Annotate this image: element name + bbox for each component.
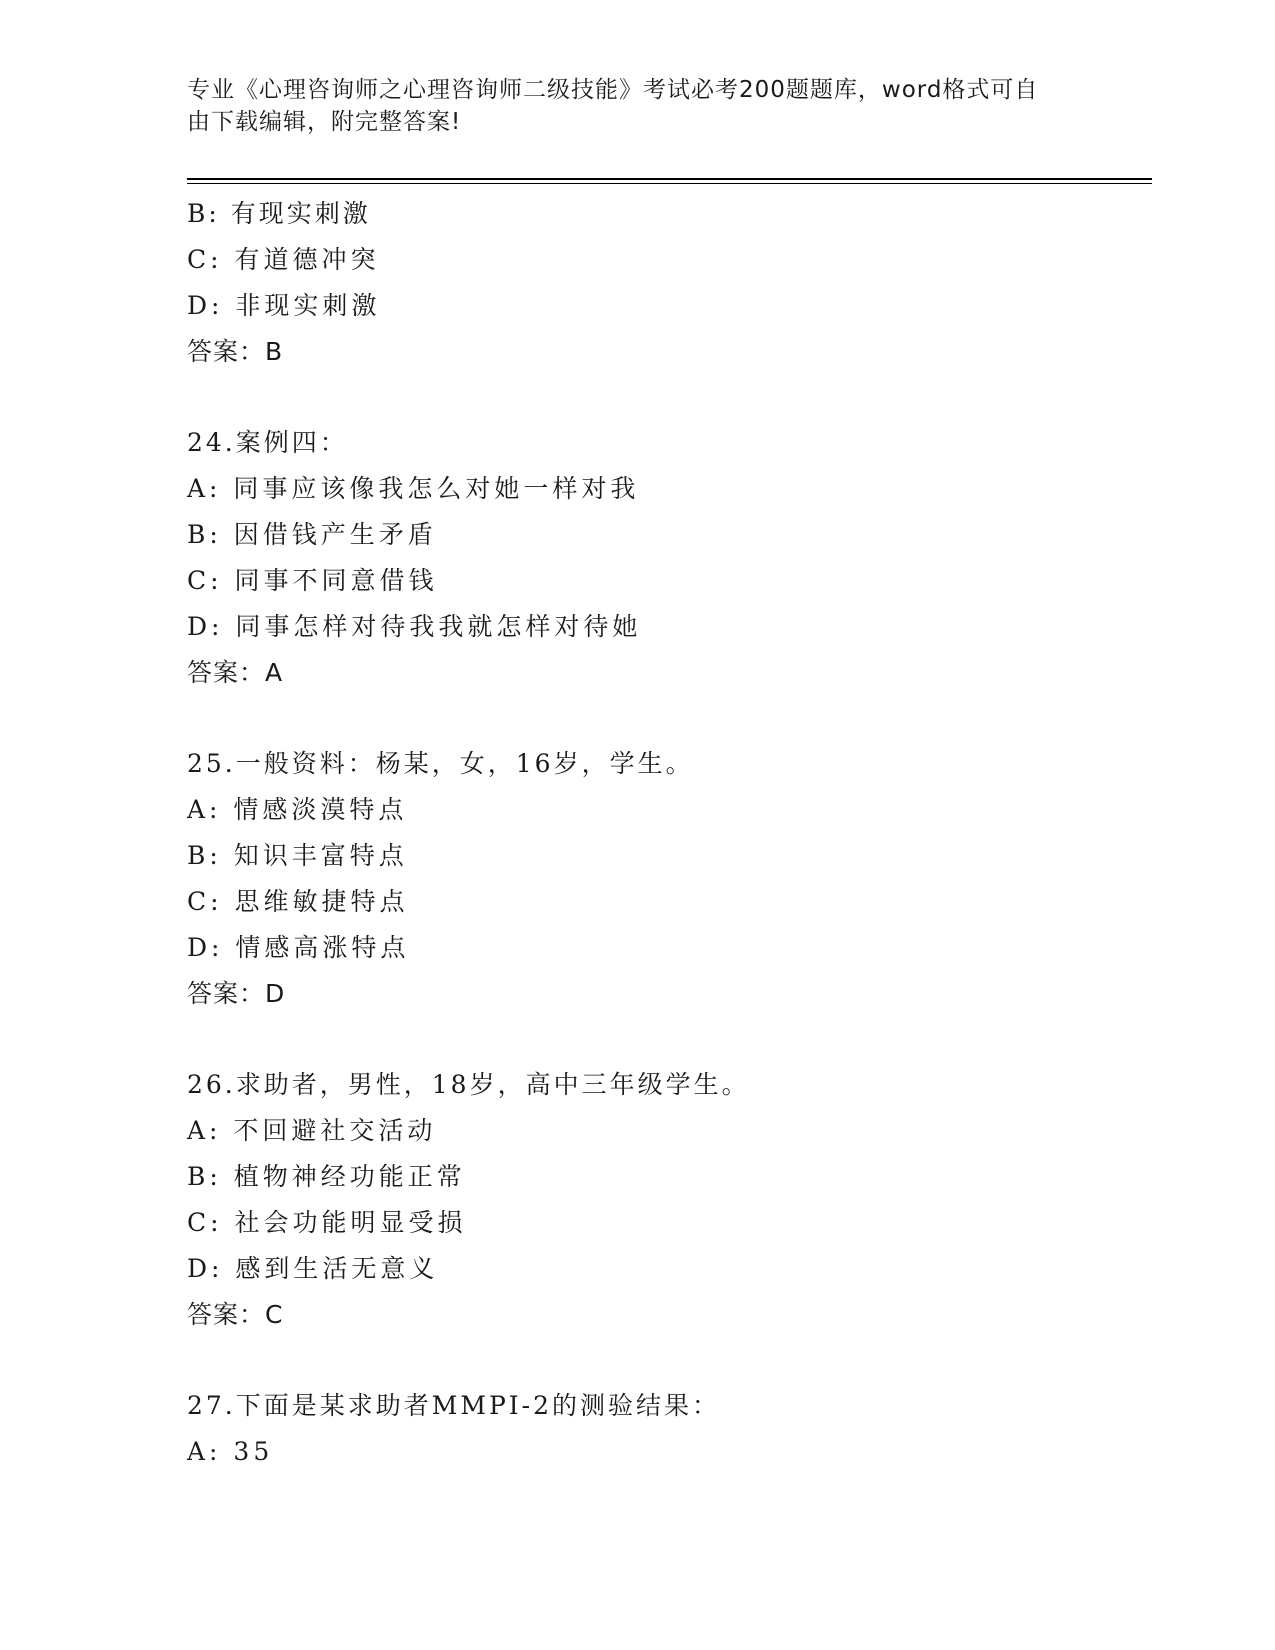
option-d: D: 情感高涨特点: [187, 933, 410, 962]
option-c: C: 思维敏捷特点: [187, 887, 409, 916]
option-d: D: 感到生活无意义: [187, 1254, 439, 1283]
option-b: B: 知识丰富特点: [187, 841, 408, 870]
option-a: A: 不回避社交活动: [187, 1116, 437, 1145]
question-25: [187, 741, 1137, 1017]
question-title: 26.求助者，男性，18岁，高中三年级学生。: [187, 1070, 750, 1099]
question-26: [187, 1062, 1137, 1338]
document-header: [187, 74, 1067, 138]
answer-line: 答案：A: [187, 658, 284, 687]
question-27: [187, 1383, 1137, 1475]
option-d: D: 非现实刺激: [187, 291, 381, 320]
answer-line: 答案：B: [187, 337, 284, 366]
option-c: C: 有道德冲突: [187, 245, 380, 274]
answer-line: 答案：C: [187, 1300, 284, 1329]
header-line-2: 由下载编辑，附完整答案!: [187, 109, 462, 135]
question-list: [187, 191, 1137, 1475]
answer-line: 答案：D: [187, 979, 286, 1008]
option-c: C: 社会功能明显受损: [187, 1208, 467, 1237]
question-title: 24.案例四：: [187, 428, 348, 457]
question-title: 25.一般资料：杨某，女，16岁，学生。: [187, 749, 694, 778]
header-divider-thin: [187, 183, 1152, 184]
header-line-1: 专业《心理咨询师之心理咨询师二级技能》考试必考200题题库，word格式可自: [187, 77, 1039, 103]
option-a: A: 35: [187, 1437, 274, 1466]
header-divider-thick: [187, 178, 1152, 180]
option-b: B: 植物神经功能正常: [187, 1162, 466, 1191]
option-b: B: 有现实刺激: [187, 199, 371, 228]
question-23-continued: [187, 191, 1137, 375]
option-a: A: 同事应该像我怎么对她一样对我: [187, 474, 640, 503]
option-d: D: 同事怎样对待我我就怎样对待她: [187, 612, 642, 641]
question-24: [187, 420, 1137, 696]
question-title: 27.下面是某求助者MMPI-2的测验结果：: [187, 1391, 721, 1420]
option-c: C: 同事不同意借钱: [187, 566, 438, 595]
option-a: A: 情感淡漠特点: [187, 795, 408, 824]
option-b: B: 因借钱产生矛盾: [187, 520, 437, 549]
